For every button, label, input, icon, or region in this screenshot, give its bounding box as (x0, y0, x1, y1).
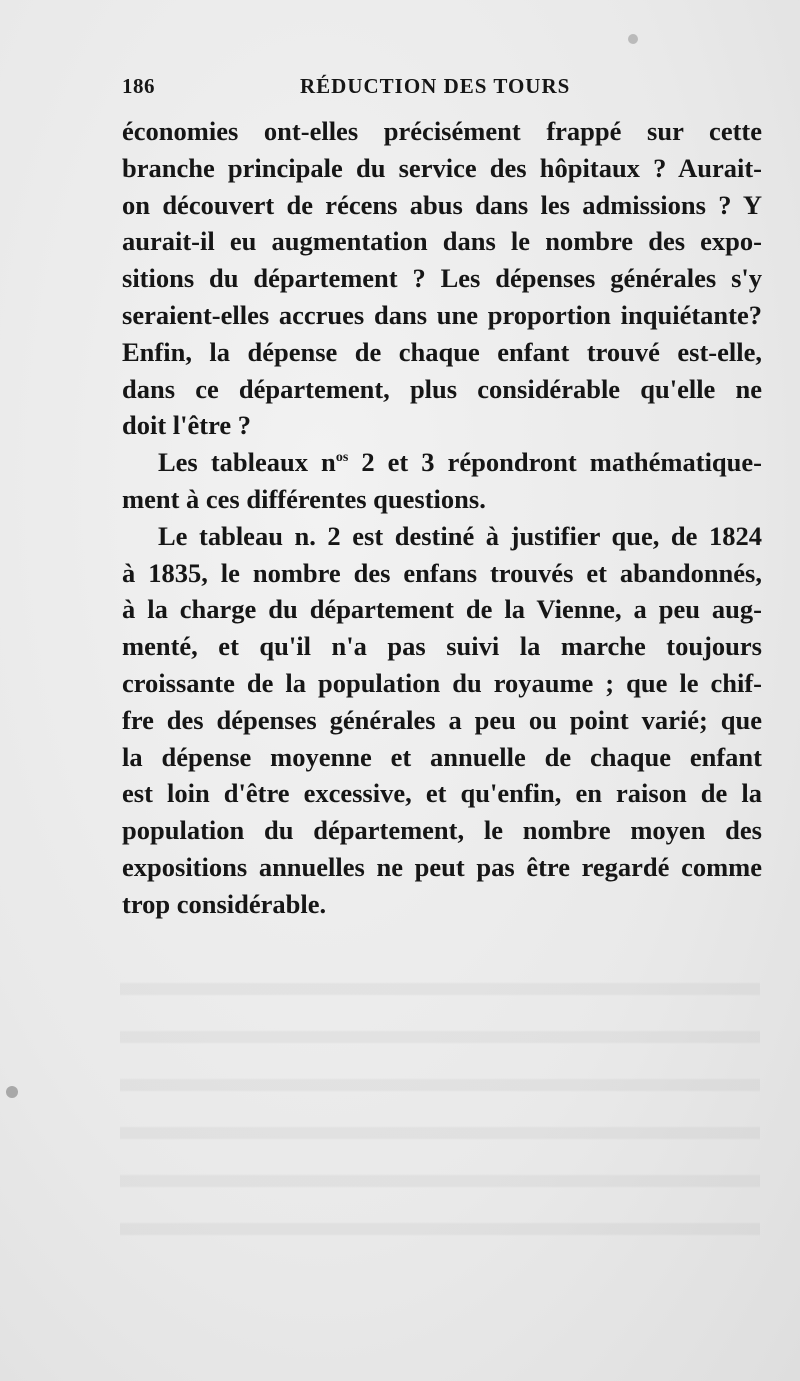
paragraph-1 (122, 113, 762, 444)
text-line: population du département, le nombre moyen des (122, 815, 762, 846)
text-line: à la charge du département de la Vienne, a peu aug- (122, 594, 762, 625)
text-line: doit l'être ? (122, 410, 252, 441)
text-line: seraient-elles accrues dans une proportion inquiétante? (122, 299, 762, 330)
text-line: sitions du département ? Les dépenses générales s'y (122, 263, 762, 294)
page-number: 186 (122, 74, 155, 98)
text-line: fre des dépenses générales a peu ou point varié; que (122, 704, 762, 735)
page-header (122, 74, 762, 104)
text-line: dans ce département, plus considérable qu'elle ne (122, 373, 762, 404)
text-line: à 1835, le nombre des enfans trouvés et abandonnés, (122, 557, 762, 588)
text-line: croissante de la population du royaume ; que le chif- (122, 667, 762, 698)
text-segment: 2 et 3 répondront mathématique- (348, 447, 762, 478)
ink-spot (6, 1086, 18, 1098)
text-line (122, 444, 762, 481)
text-line: aurait-il eu augmentation dans le nombre des expo- (122, 226, 762, 257)
text-line: branche principale du service des hôpitaux ? Aurait- (122, 152, 762, 183)
paragraph-3 (122, 518, 762, 923)
text-line: menté, et qu'il n'a pas suivi la marche toujours (122, 631, 762, 662)
body-text (122, 113, 762, 923)
text-line: ment à ces différentes questions. (122, 483, 486, 514)
bleed-through-text (120, 960, 760, 1260)
ink-spot (628, 34, 638, 44)
running-head: RÉDUCTION DES TOURS (300, 74, 571, 98)
paragraph-2 (122, 444, 762, 518)
text-line: économies ont-elles précisément frappé sur cette (122, 116, 762, 146)
text-line: on découvert de récens abus dans les admissions ? Y (122, 189, 762, 220)
text-segment: Les tableaux n (158, 447, 336, 478)
superscript: os (335, 450, 349, 466)
text-line: trop considérable. (122, 888, 327, 919)
text-line: la dépense moyenne et annuelle de chaque enfant (122, 741, 762, 772)
text-line: Enfin, la dépense de chaque enfant trouvé est-elle, (122, 336, 762, 367)
text-line: est loin d'être excessive, et qu'enfin, en raison de la (122, 778, 762, 809)
text-line: Le tableau n. 2 est destiné à justifier que, de 1824 (158, 520, 762, 551)
text-line: expositions annuelles ne peut pas être regardé comme (122, 851, 762, 882)
